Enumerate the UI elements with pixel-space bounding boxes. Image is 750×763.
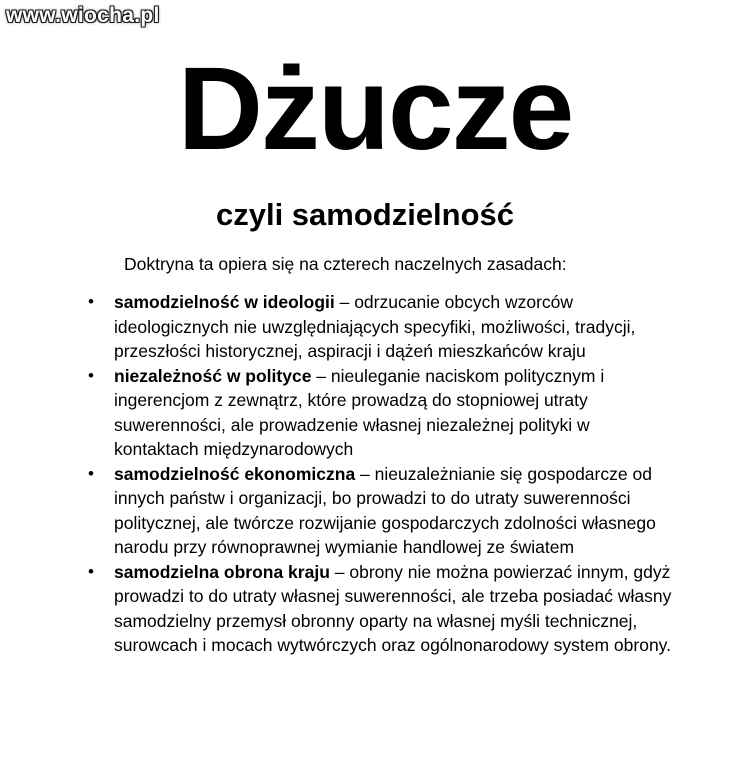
principle-description: odrzucanie obcych wzorców ideologicznych nie uwzględniających specyfiki, możliwości, tradycji, przeszłości historycznej, aspiracji i dążeń mieszkańców kraju: [114, 292, 636, 361]
list-item: [0, 560, 674, 658]
principles-list: [0, 290, 750, 658]
bullet-icon: •: [88, 292, 94, 311]
principle-separator: –: [311, 365, 331, 386]
principle-description: nieuzależnianie się gospodarcze od innych państw i organizacji, bo prowadzi to do utraty suwerenności politycznej, ale twórcze rozwijanie gospodarczych zdolności własnego narodu przy równoprawnej wymianie handlowej ze światem: [114, 463, 656, 557]
page-subtitle: czyli samodzielność: [215, 197, 515, 232]
principle-term: samodzielność w ideologii: [114, 292, 335, 312]
principle-separator: –: [329, 561, 350, 582]
page-title: Dżucze: [177, 43, 573, 175]
principle-description: obrony nie można powierzać innym, gdyż prowadzi to do utraty własnej suwerenności, ale trzeba posiadać własny samodzielny przemysł obronny oparty na własnej myśli technicznej, surowcach i mocach wytwórczych oraz ogólnonarodowy system obrony.: [114, 561, 672, 655]
bullet-icon: •: [88, 365, 94, 385]
principle-term: samodzielna obrona kraju: [114, 561, 330, 582]
principle-term: samodzielność ekonomiczna: [114, 463, 356, 484]
principle-separator: –: [355, 463, 375, 484]
watermark: www.wiocha.pl: [6, 4, 160, 27]
principle-separator: –: [334, 292, 355, 312]
principle-description: nieuleganie naciskom politycznym i ingerencjom z zewnątrz, które prowadzą do stopniowej utraty suwerenności, ale prowadzenie własnej niezależnej polityki w kontaktach międzynarodowych: [114, 365, 605, 459]
list-item: [0, 290, 674, 364]
principle-term: niezależność w polityce: [114, 365, 312, 386]
bullet-icon: •: [88, 463, 94, 483]
bullet-icon: •: [88, 561, 94, 581]
list-item: [0, 364, 674, 462]
intro-text: Doktryna ta opiera się na czterech naczelnych zasadach:: [124, 254, 567, 274]
list-item: [0, 462, 674, 560]
